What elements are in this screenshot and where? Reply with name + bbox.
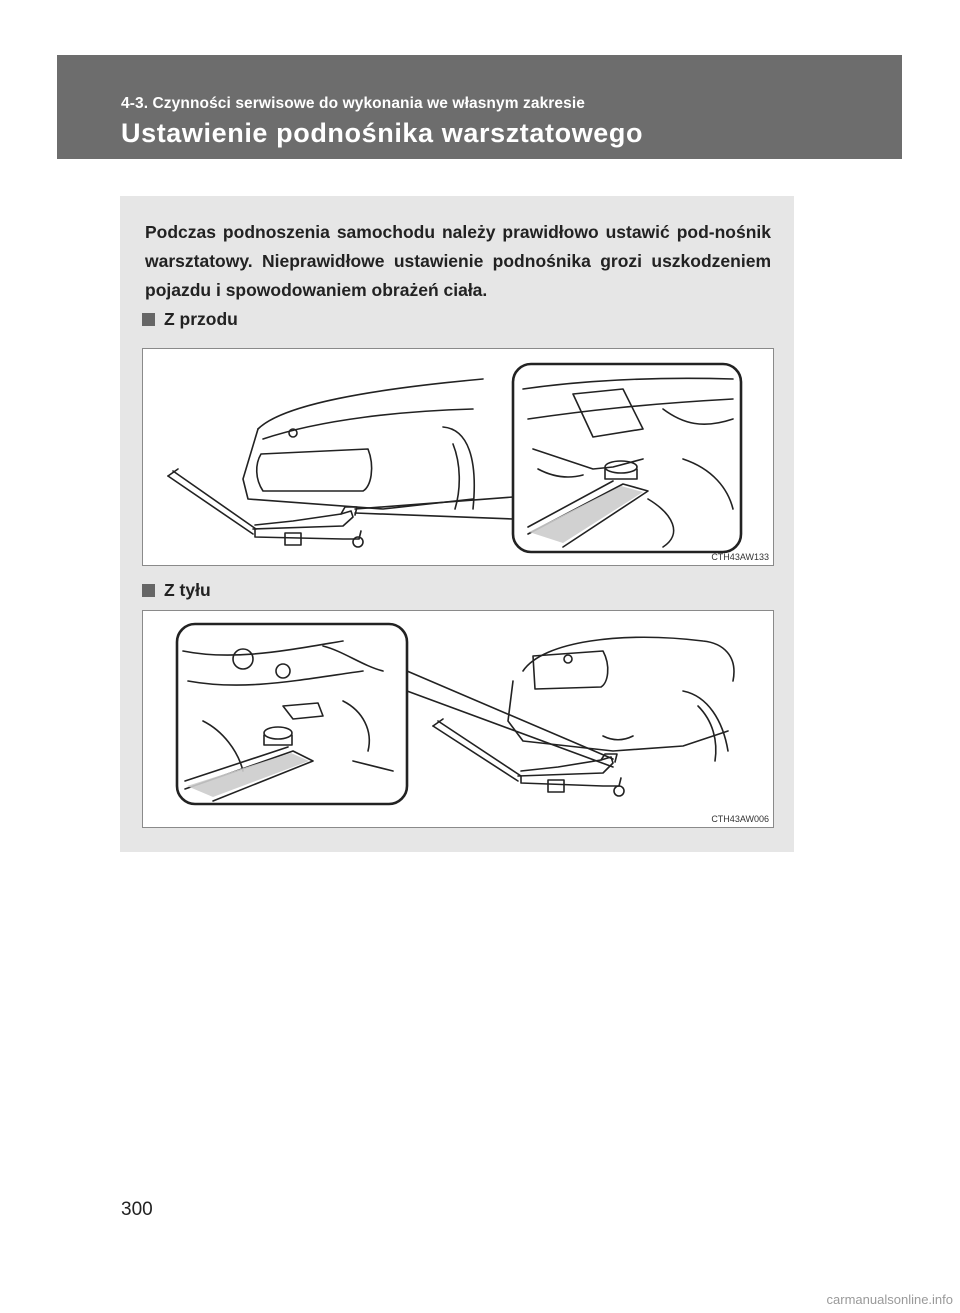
- front-jack-figure: [142, 348, 774, 566]
- rear-heading: [142, 580, 211, 601]
- figure-code: CTH43AW133: [711, 552, 769, 562]
- rear-heading-text: Z tyłu: [164, 580, 211, 600]
- page-title: Ustawienie podnośnika warsztatowego: [121, 118, 644, 148]
- intro-paragraph: Podczas podnoszenia samochodu należy prawidłowo ustawić pod-nośnik warsztatowy. Nieprawidłowe ustawienie podnośnika grozi uszkodzeniem pojazdu i spowodowaniem obrażeń ciała.: [145, 222, 771, 300]
- front-heading: [142, 309, 238, 330]
- rear-jack-figure: [142, 610, 774, 828]
- rear-jack-illustration: [143, 611, 773, 827]
- figure-code: CTH43AW006: [711, 814, 769, 824]
- content-panel: [120, 196, 794, 852]
- front-jack-illustration: [143, 349, 773, 565]
- watermark: carmanualsonline.info: [826, 1292, 953, 1307]
- section-label: 4-3. Czynności serwisowe do wykonania we własnym zakresie: [121, 95, 585, 112]
- square-bullet-icon: [142, 313, 155, 326]
- square-bullet-icon: [142, 584, 155, 597]
- section-header: [57, 55, 902, 159]
- page-number: 300: [121, 1199, 153, 1220]
- front-heading-text: Z przodu: [164, 309, 238, 329]
